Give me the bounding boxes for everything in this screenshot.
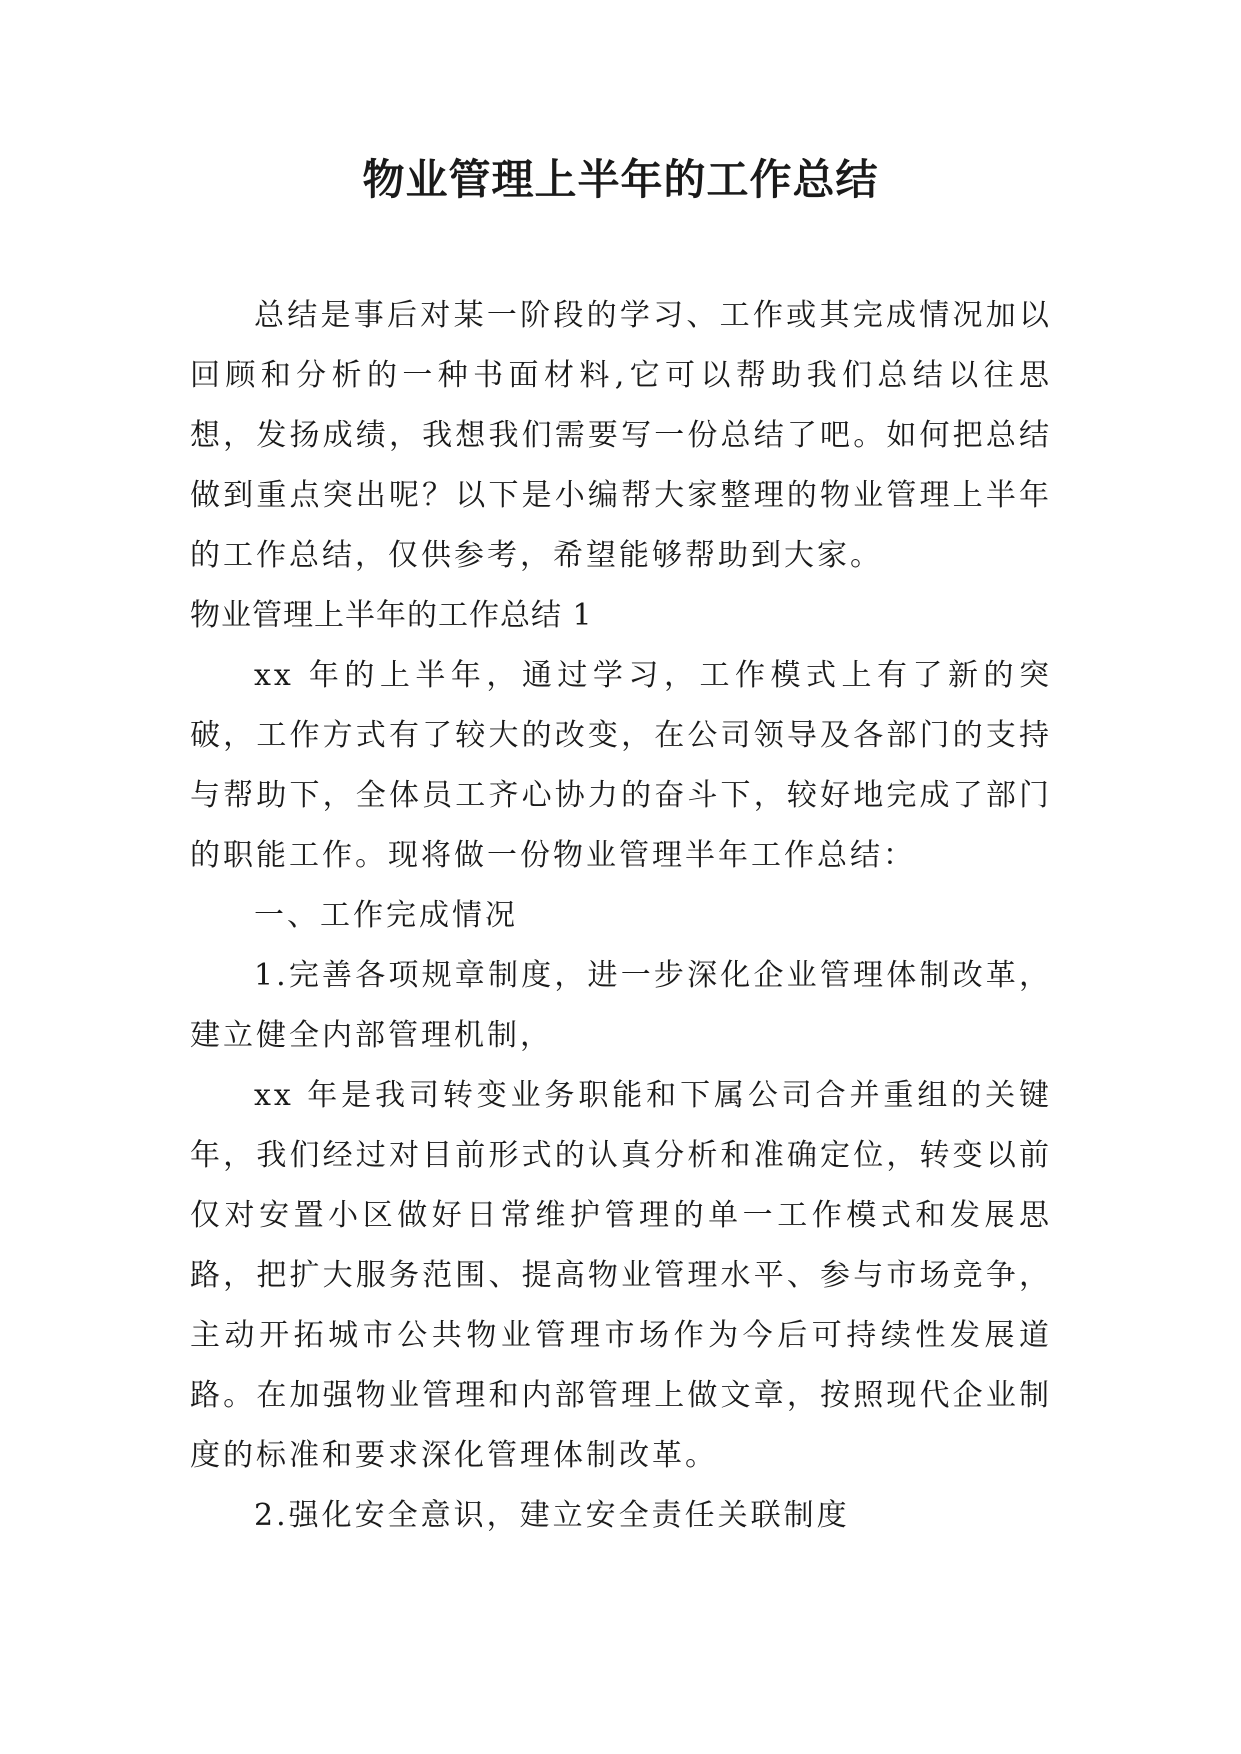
section-title: 物业管理上半年的工作总结 1 [190,598,593,633]
item-2-paragraph: 2.强化安全意识，建立安全责任关联制度 [254,1498,850,1533]
item-1-paragraph: 1.完善各项规章制度，进一步深化企业管理体制改革，建立健全内部管理机制， [190,958,1052,1053]
heading-work-completion: 一、工作完成情况 [254,898,518,933]
document-title: 物业管理上半年的工作总结 [362,155,879,204]
document-body [190,286,1052,1546]
body-paragraph: xx 年的上半年，通过学习，工作模式上有了新的突破，工作方式有了较大的改变，在公司领导及各部门的支持与帮助下，全体员工齐心协力的奋斗下，较好地完成了部门的职能工作。现将做一份物业管理半年工作总结： [190,658,1052,873]
body-paragraph: xx 年是我司转变业务职能和下属公司合并重组的关键年，我们经过对目前形式的认真分析和准确定位，转变以前仅对安置小区做好日常维护管理的单一工作模式和发展思路，把扩大服务范围、提高物业管理水平、参与市场竞争，主动开拓城市公共物业管理市场作为今后可持续性发展道路。在加强物业管理和内部管理上做文章，按照现代企业制度的标准和要求深化管理体制改革。 [190,1078,1052,1473]
intro-paragraph: 总结是事后对某一阶段的学习、工作或其完成情况加以回顾和分析的一种书面材料,它可以帮助我们总结以往思想，发扬成绩，我想我们需要写一份总结了吧。如何把总结做到重点突出呢？以下是小编帮大家整理的物业管理上半年的工作总结，仅供参考，希望能够帮助到大家。 [190,298,1052,573]
